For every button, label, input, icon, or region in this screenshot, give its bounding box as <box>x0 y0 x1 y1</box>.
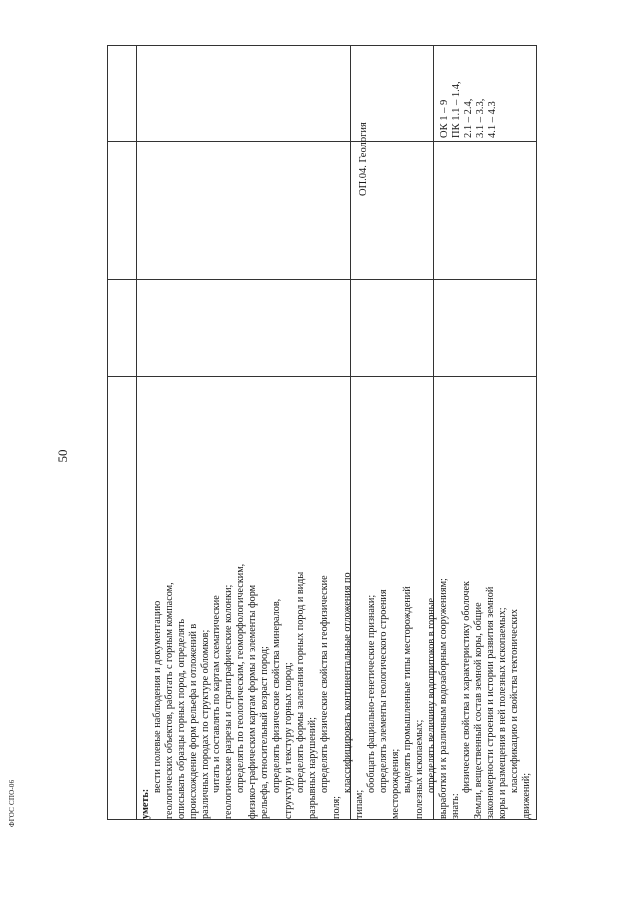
skills-line: определять величину водопритоков в горные <box>425 597 437 793</box>
skills-line: физические свойства и характеристику оболочек <box>461 581 473 793</box>
competencies-cell <box>435 46 535 141</box>
skills-line: полезных ископаемых; <box>413 719 425 819</box>
page-number: 50 <box>55 449 70 463</box>
competency-item: 4.1 – 4.3 <box>487 101 498 138</box>
column-divider <box>136 46 137 819</box>
skills-line: физико-графическим картам формы и элементы форм <box>247 584 259 819</box>
competency-item: ОК 1 – 9 <box>439 99 450 138</box>
skills-line: классифицировать континентальные отложения по <box>342 572 354 793</box>
skills-line: выделять промышленные типы месторождений <box>401 586 413 793</box>
skills-text <box>140 49 533 819</box>
skills-line: геологические разрезы и стратиграфические колонки; <box>223 584 235 819</box>
skills-line: определять элементы геологического строения <box>378 589 390 793</box>
skills-lines <box>152 49 533 819</box>
skills-heading: уметь: <box>140 788 151 819</box>
competency-item: ПК 1.1 – 1.4, <box>451 81 462 138</box>
skills-line: различных породах по структуре обломков; <box>199 629 211 819</box>
skills-line: типам; <box>354 789 366 819</box>
skills-line: определять физические свойства минералов, <box>270 598 282 793</box>
curriculum-table <box>107 45 537 820</box>
skills-line: определять формы залегания горных пород и виды <box>294 571 306 793</box>
skills-line: вести полевые наблюдения и документацию <box>151 600 163 793</box>
footer-mark: ФГОС СПО-06 <box>8 779 16 827</box>
skills-line: определять физические свойства и геофизические <box>318 575 330 793</box>
skills-line: классификацию и свойства тектонических <box>509 608 521 793</box>
competency-item: 3.1 – 3.3, <box>475 98 486 138</box>
skills-line: происхождение форм рельефа и отложений в <box>187 623 199 819</box>
skills-line: разрывных нарушений; <box>306 717 318 819</box>
skills-line: движений; <box>521 772 532 819</box>
skills-line: поля; <box>330 795 342 819</box>
discipline-cell <box>352 46 432 278</box>
discipline-name: ОП.04. Геология <box>358 122 369 196</box>
skills-line: структуру и текстуру горных пород; <box>282 662 294 819</box>
skills-line: Земли, вещественный состав земной коры, общие <box>473 602 485 819</box>
skills-line: коры и размещения в ней полезных ископаемых; <box>497 607 509 819</box>
skills-line: рельефа, относительный возраст пород; <box>259 646 271 819</box>
skills-line: читать и составлять по картам схематические <box>211 595 223 793</box>
competencies-list <box>439 42 499 138</box>
skills-line: определять по геологическим, геоморфологическим, <box>235 563 247 793</box>
competency-item: 2.1 – 2.4, <box>463 98 474 138</box>
skills-line: закономерности строения и истории развития земной <box>485 586 497 819</box>
empty-left-cell <box>108 46 136 821</box>
skills-line: геологических объектов, работать с горным компасом, <box>163 582 175 819</box>
skills-line: обобщать фациально-генетические признаки; <box>366 594 378 793</box>
skills-line: выработки и к различным водозаборным сооружениям; <box>437 578 449 819</box>
skills-line: описывать образцы горных пород, определять <box>175 618 187 819</box>
skills-line: месторождения; <box>390 748 402 819</box>
skills-line: знать: <box>449 793 461 819</box>
